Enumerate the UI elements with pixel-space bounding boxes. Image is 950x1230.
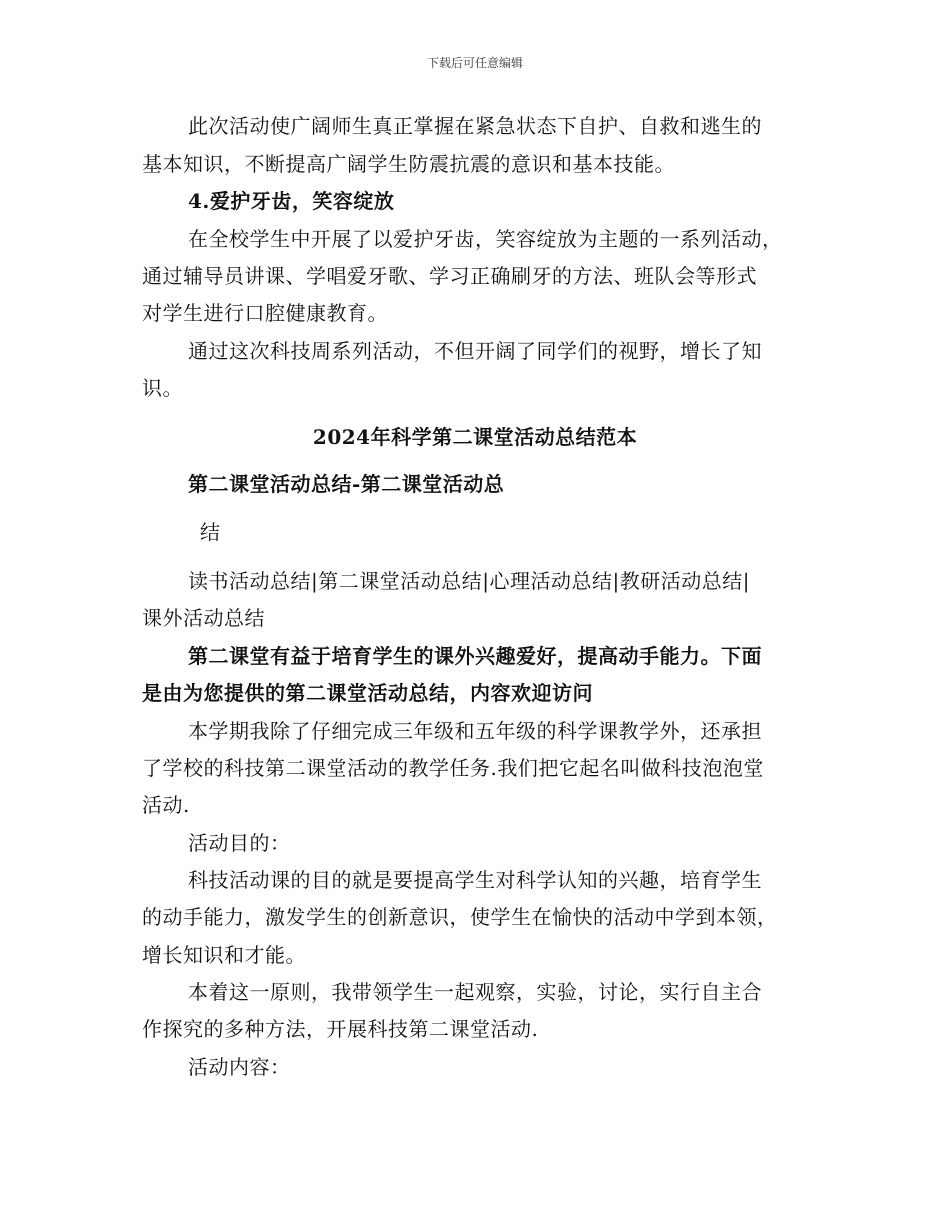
paragraph-line: 的动手能力，激发学生的创新意识，使学生在愉快的活动中学到本领， <box>142 905 778 929</box>
content-heading: 活动内容： <box>188 1055 291 1079</box>
intro-paragraph: 第二课堂有益于培育学生的课外兴趣爱好，提高动手能力。下面 <box>188 644 762 668</box>
paragraph-line: 通过辅导员讲课、学唱爱牙歌、学习正确刷牙的方法、班队会等形式 <box>142 264 757 288</box>
article-subtitle: 结 <box>200 520 221 544</box>
paragraph-line: 此次活动使广阔师生真正掌握在紧急状态下自护、自救和逃生的 <box>188 114 762 138</box>
paragraph-line: 本着这一原则，我带领学生一起观察，实验，讨论，实行自主合 <box>188 980 762 1004</box>
paragraph-line: 科技活动课的目的就是要提高学生对科学认知的兴趣，培育学生 <box>188 868 762 892</box>
paragraph-line: 基本知识，不断提高广阔学生防震抗震的意识和基本技能。 <box>142 152 675 176</box>
paragraph-line: 对学生进行口腔健康教育。 <box>142 301 388 325</box>
paragraph-line: 在全校学生中开展了以爱护牙齿，笑容绽放为主题的一系列活动， <box>188 227 783 251</box>
paragraph-line: 本学期我除了仔细完成三年级和五年级的科学课教学外，还承担 <box>188 719 762 743</box>
section-heading: 4.爱护牙齿，笑容绽放 <box>188 189 395 213</box>
paragraph-line: 识。 <box>142 376 183 400</box>
intro-paragraph: 是由为您提供的第二课堂活动总结，内容欢迎访问 <box>142 681 593 705</box>
category-links: 课外活动总结 <box>142 606 265 630</box>
purpose-heading: 活动目的： <box>188 831 291 855</box>
category-links: 读书活动总结|第二课堂活动总结|心理活动总结|教研活动总结| <box>188 569 750 593</box>
page-header: 下载后可任意编辑 <box>426 56 523 70</box>
paragraph-line: 活动. <box>142 793 190 817</box>
article-subtitle: 第二课堂活动总结-第二课堂活动总 <box>188 472 505 496</box>
paragraph-line: 增长知识和才能。 <box>142 943 306 967</box>
paragraph-line: 通过这次科技周系列活动，不但开阔了同学们的视野，增长了知 <box>188 339 762 363</box>
paragraph-line: 了学校的科技第二课堂活动的教学任务.我们把它起名叫做科技泡泡堂 <box>142 756 764 780</box>
paragraph-line: 作探究的多种方法，开展科技第二课堂活动. <box>142 1017 539 1041</box>
article-title: 2024年科学第二课堂活动总结范本 <box>312 425 638 449</box>
